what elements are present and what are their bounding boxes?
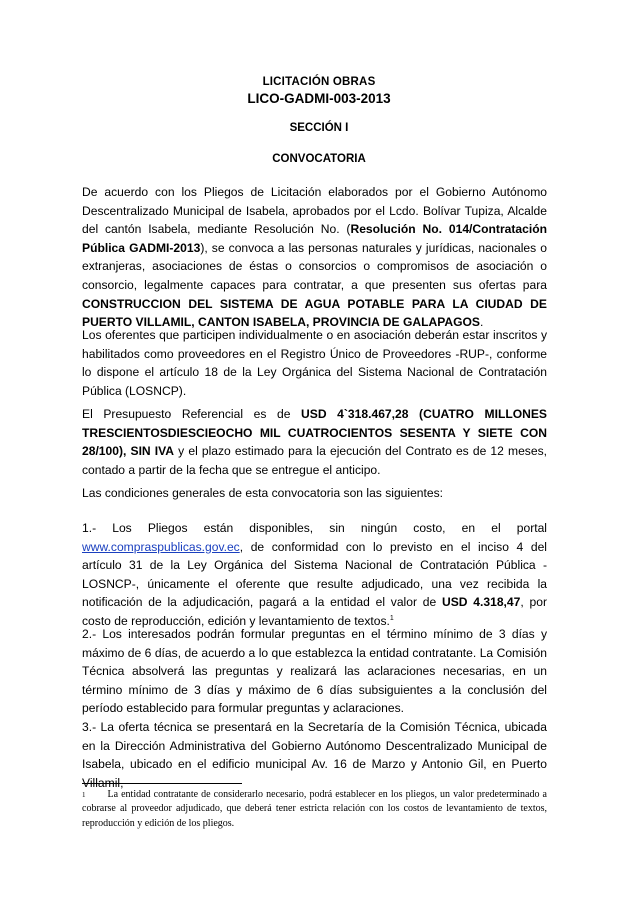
budget-text-1: El Presupuesto Referencial es de xyxy=(82,407,302,421)
document-title: LICITACIÓN OBRAS xyxy=(262,76,376,88)
section-heading: SECCIÓN I xyxy=(289,122,349,134)
item1-text-1: 1.- Los Pliegos están disponibles, sin ningún costo, en el portal xyxy=(82,521,547,535)
intro-text-3: . xyxy=(480,315,484,330)
budget-paragraph xyxy=(82,405,547,479)
pliegos-fee: USD 4.318,47 xyxy=(441,595,521,610)
item1-text-3: , por costo de reproducción, edición y levantamiento de textos. xyxy=(82,595,547,628)
item1-text-2: , de conformidad con lo previsto en el inciso 4 del artículo 31 de la Ley Orgánica del Sistema Nacional de Contratación Pública -LOSNCP-, únicamente el oferente que resulte adjudicado, una vez recibida la notificación de la adjudicación, pagará a la entidad el valor de xyxy=(82,539,547,610)
footnote-reference[interactable]: 1 xyxy=(389,614,394,622)
resolution-number: Resolución No. 014/Contratación Pública GADMI-2013 xyxy=(82,222,547,255)
footnote-separator xyxy=(82,783,242,784)
footnote xyxy=(82,788,547,831)
footnote-number: 1 xyxy=(82,791,86,799)
intro-text-2: ), se convoca a las personas naturales y jurídicas, nacionales o extranjeras, asociaciones de éstas o consorcios o compromisos de asociación o consorcio, legalmente capaces para contratar, a que presenten sus ofertas para xyxy=(82,240,547,292)
convocatoria-heading: CONVOCATORIA xyxy=(272,153,366,165)
condition-item-2: 2.- Los interesados podrán formular preguntas en el término mínimo de 3 días y máximo de 6 días, de acuerdo a lo que establezca la entidad contratante. La Comisión Técnica absolverá las preguntas y realizará las aclaraciones necesarias, en un término mínimo de 3 días y máximo de 6 días subsiguientes a la conclusión del período establecido para formular preguntas y aclaraciones. xyxy=(82,627,547,716)
portal-link[interactable]: www.compraspublicas.gov.ec xyxy=(82,539,240,554)
footnote-text: La entidad contratante de considerarlo necesario, podrá establecer en los pliegos, un valor predeterminado a cobrarse al proveedor adjudicado, que deberá tener estricta relación con los costos de levantamiento de textos, reproducción y edición de los pliegos. xyxy=(82,789,547,829)
oferentes-paragraph: Los oferentes que participen individualmente o en asociación deberán estar inscritos y habilitados como proveedores en el Registro Único de Proveedores -RUP-, conforme lo dispone el artículo 18 de la Ley Orgánica del Sistema Nacional de Contratación Pública (LOSNCP). xyxy=(82,328,547,398)
project-name: CONSTRUCCION DEL SISTEMA DE AGUA POTABLE PARA LA CIUDAD DE PUERTO VILLAMIL, CANTON ISABELA, PROVINCIA DE GALAPAGOS xyxy=(82,296,547,330)
budget-amount: USD 4`318.467,28 (CUATRO MILLONES TRESCIENTOSDIESCIEOCHO MIL CUATROCIENTOS SESENTA Y SIETE CON 28/100), SIN IVA xyxy=(82,407,547,459)
conditions-intro: Las condiciones generales de esta convocatoria son las siguientes: xyxy=(82,486,444,500)
condition-item-1 xyxy=(82,519,547,631)
process-code: LICO-GADMI-003-2013 xyxy=(247,91,391,106)
condition-item-3: 3.- La oferta técnica se presentará en la Secretaría de la Comisión Técnica, ubicada en la Dirección Administrativa del Gobierno Autónomo Descentralizado Municipal de Isabela, ubicado en el edificio municipal Av. 16 de Marzo y Antonio Gil, en Puerto Villamil, xyxy=(82,720,547,790)
intro-text-1: De acuerdo con los Pliegos de Licitación elaborados por el Gobierno Autónomo Descentralizado Municipal de Isabela, aprobados por el Lcdo. Bolívar Tupiza, Alcalde del cantón Isabela, mediante Resolución No. ( xyxy=(82,185,547,237)
intro-paragraph xyxy=(82,183,547,332)
budget-text-2: y el plazo estimado para la ejecución del Contrato es de 12 meses, contado a partir de la fecha que se entregue el anticipo. xyxy=(82,444,547,477)
